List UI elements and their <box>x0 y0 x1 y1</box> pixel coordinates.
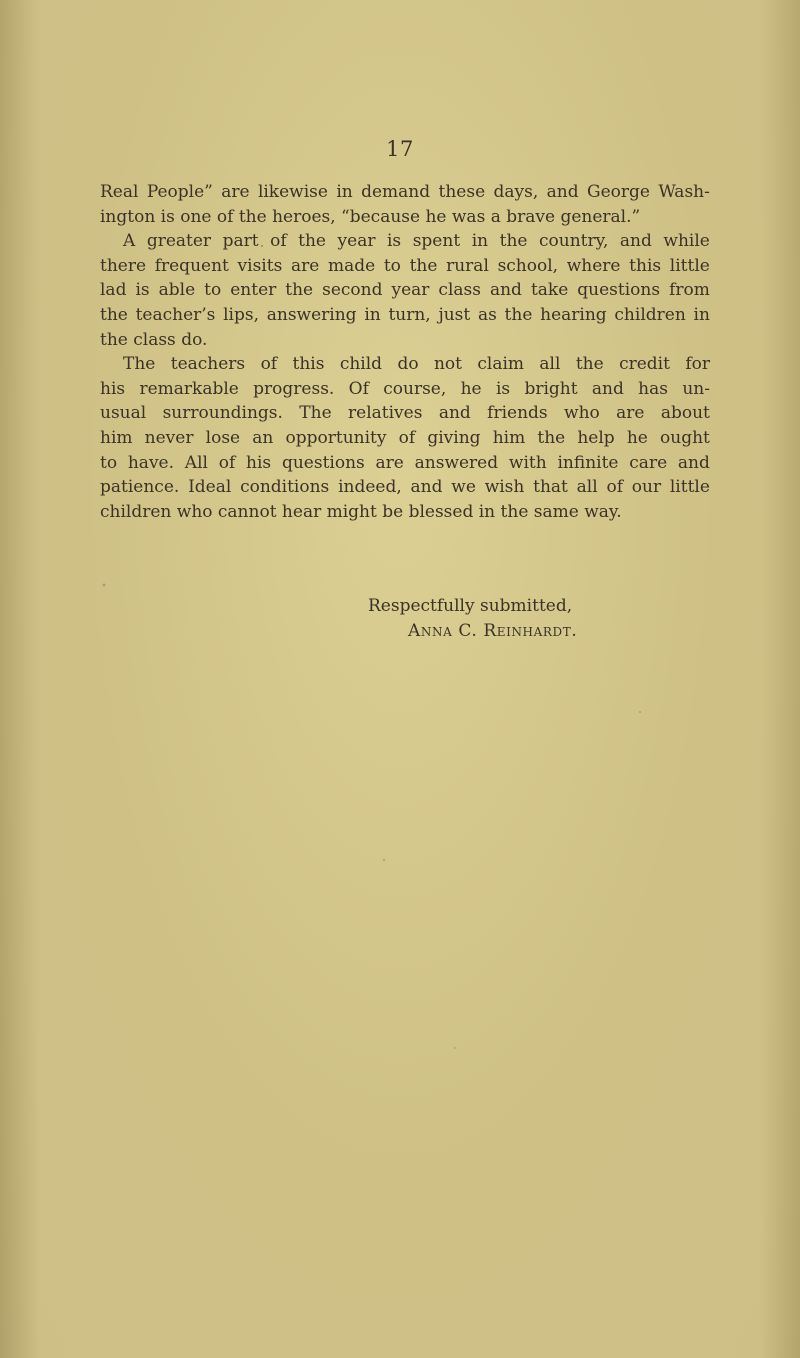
word: ought <box>660 427 710 448</box>
text-line <box>100 278 710 303</box>
word: claim <box>477 354 525 375</box>
word: the <box>504 304 533 325</box>
word: People” <box>146 182 213 202</box>
word: all <box>539 354 561 375</box>
signature: Anna C. Reinhardt. <box>408 621 578 641</box>
word: greater <box>146 231 212 252</box>
word: with <box>508 452 547 473</box>
word: and <box>546 182 579 202</box>
text-line <box>100 229 710 254</box>
word: that <box>533 477 568 498</box>
word: George <box>586 182 650 202</box>
word: where <box>566 255 621 276</box>
text-line <box>100 254 710 279</box>
word: of <box>270 231 287 252</box>
word: credit <box>619 354 670 375</box>
word: turn, <box>388 304 431 325</box>
word: an <box>252 427 274 448</box>
word: from <box>669 280 710 301</box>
word: teachers <box>170 354 246 375</box>
word: to <box>383 255 401 276</box>
word: and <box>677 452 710 473</box>
word: just <box>438 304 471 325</box>
word: course, <box>383 378 447 399</box>
word: Of <box>348 378 369 399</box>
word: patience. <box>100 477 180 498</box>
word: to <box>204 280 222 301</box>
word: the <box>100 304 128 325</box>
word: while <box>663 231 710 252</box>
text-line <box>100 328 710 353</box>
word: relatives <box>348 403 423 424</box>
word: friends <box>487 403 548 424</box>
word: not <box>433 354 462 375</box>
word: is <box>495 378 511 399</box>
word: demand <box>361 182 431 202</box>
word: likewise <box>257 182 328 202</box>
word: take <box>530 280 569 301</box>
word: his <box>100 378 126 399</box>
word: the <box>499 231 528 252</box>
word: there <box>100 255 147 276</box>
word: made <box>327 255 376 276</box>
word: year <box>337 231 376 252</box>
word: days, <box>493 182 539 202</box>
word: of <box>398 427 416 448</box>
word: giving <box>427 427 481 448</box>
page-number: 17 <box>386 137 414 161</box>
word: answered <box>414 452 499 473</box>
word: in <box>693 304 710 325</box>
word: opportunity <box>285 427 387 448</box>
word: never <box>144 427 194 448</box>
word: progress. <box>253 378 335 399</box>
text-line <box>100 401 710 426</box>
word: of <box>260 354 278 375</box>
word: the <box>285 280 314 301</box>
text-line <box>100 451 710 476</box>
word: usual <box>100 403 147 424</box>
word: help <box>577 427 615 448</box>
text-line <box>100 475 710 500</box>
text-line <box>100 205 710 230</box>
word: he <box>460 378 482 399</box>
word: of <box>218 452 236 473</box>
word: The <box>299 403 332 424</box>
word: is <box>387 231 402 252</box>
word: little <box>669 477 710 498</box>
word: indeed, <box>338 477 402 498</box>
word: in <box>336 182 353 202</box>
word: surroundings. <box>162 403 283 424</box>
word: his <box>246 452 272 473</box>
word: is <box>135 280 150 301</box>
word: Real <box>100 182 139 202</box>
text-line-content: ington is one of the heroes, “because he was a brave general.” <box>100 206 641 227</box>
word: wish <box>484 477 525 498</box>
text-line <box>100 426 710 451</box>
word: of <box>606 477 623 498</box>
word: lose <box>205 427 241 448</box>
word: in <box>364 304 381 325</box>
text-line <box>100 377 710 402</box>
text-line <box>100 500 710 525</box>
word: all <box>576 477 598 498</box>
word: have. <box>127 452 175 473</box>
word: who <box>564 403 600 424</box>
word: little <box>669 255 710 276</box>
word: frequent <box>154 255 229 276</box>
word: All <box>184 452 208 473</box>
word: A <box>123 231 136 252</box>
word: conditions <box>240 477 330 498</box>
word: questions <box>577 280 661 301</box>
word: rural <box>446 255 489 276</box>
word: un- <box>682 378 710 399</box>
word: are <box>616 403 645 424</box>
word: him <box>492 427 526 448</box>
word: and <box>489 280 522 301</box>
word: second <box>322 280 383 301</box>
word: are <box>290 255 320 276</box>
word: teacher’s <box>135 304 216 325</box>
word: class <box>438 280 481 301</box>
word: to <box>100 452 118 473</box>
word: has <box>638 378 668 399</box>
word: year <box>391 280 430 301</box>
word: are <box>221 182 250 202</box>
word: children <box>614 304 686 325</box>
word: these <box>438 182 486 202</box>
word: infinite <box>557 452 619 473</box>
word: school, <box>497 255 559 276</box>
word: about <box>660 403 710 424</box>
word: we <box>451 477 476 498</box>
word: he <box>626 427 648 448</box>
word: questions <box>281 452 365 473</box>
word: the <box>298 231 326 252</box>
word: as <box>477 304 497 325</box>
body-text <box>100 180 710 524</box>
word: visits <box>237 255 283 276</box>
word: part <box>222 231 259 252</box>
word: bright <box>524 378 578 399</box>
word: The <box>123 354 156 375</box>
word: hearing <box>540 304 607 325</box>
word: Wash- <box>658 182 710 202</box>
word: remarkable <box>139 378 239 399</box>
word: enter <box>230 280 277 301</box>
word: this <box>292 354 325 375</box>
text-line <box>100 180 710 205</box>
text-line <box>100 352 710 377</box>
word: answering <box>266 304 357 325</box>
word: lips, <box>223 304 260 325</box>
word: do <box>397 354 419 375</box>
word: and <box>591 378 624 399</box>
word: this <box>629 255 662 276</box>
word: the <box>537 427 566 448</box>
text-line-content: the class do. <box>100 329 208 350</box>
closing-line: Respectfully submitted, <box>368 596 573 616</box>
word: and <box>410 477 443 498</box>
word: country, <box>538 231 609 252</box>
word: and <box>619 231 652 252</box>
word: and <box>438 403 471 424</box>
word: Ideal <box>188 477 232 498</box>
word: the <box>409 255 438 276</box>
word: are <box>375 452 404 473</box>
word: spent <box>412 231 461 252</box>
word: for <box>685 354 710 375</box>
word: able <box>158 280 196 301</box>
word: in <box>471 231 489 252</box>
text-line <box>100 303 710 328</box>
word: lad <box>100 280 127 301</box>
word: our <box>631 477 662 498</box>
text-line-content: children who cannot hear might be blessed in the same way. <box>100 501 622 522</box>
word: the <box>575 354 604 375</box>
word: him <box>100 427 133 448</box>
word: care <box>629 452 668 473</box>
word: child <box>339 354 383 375</box>
